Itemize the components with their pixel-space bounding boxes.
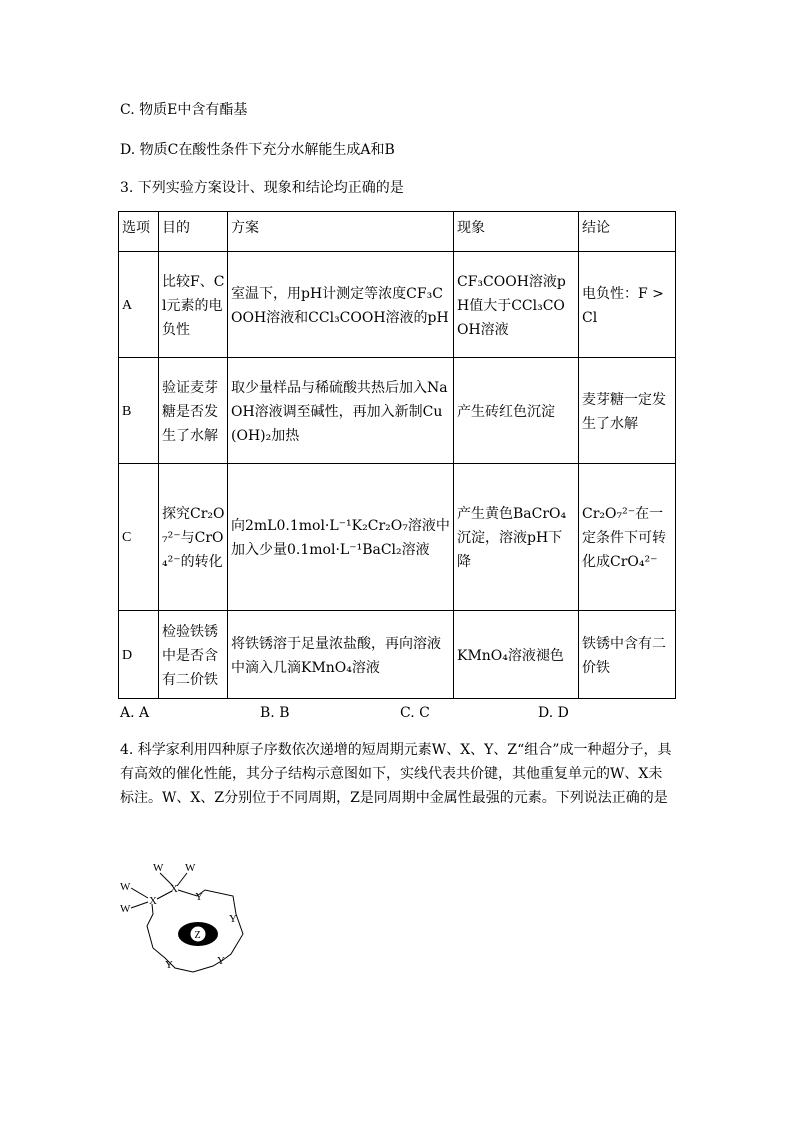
label-y: Y (195, 891, 203, 903)
experiment-table (118, 211, 676, 699)
row-option: D (119, 611, 159, 699)
label-y: Y (229, 913, 237, 925)
header-conclusion: 结论 (579, 212, 676, 252)
table-header-row (119, 212, 676, 252)
answer-a[interactable]: A. A (120, 705, 150, 721)
label-w: W (185, 862, 196, 874)
row-option: C (119, 464, 159, 611)
label-y: Y (165, 959, 173, 971)
label-x: X (170, 883, 178, 895)
row-conclusion: 电负性：F > Cl (579, 252, 676, 358)
table-row (119, 464, 676, 611)
header-purpose: 目的 (159, 212, 228, 252)
question-4-stem: 4. 科学家利用四种原子序数依次递增的短周期元素W、X、Y、Z“组合”成一种超分子，具有高效的催化性能，其分子结构示意图如下，实线代表共价键，其他重复单元的W、X未标注。W、X、Z分别位于不同周期，Z是同周期中金属性最强的元素。下列说法正确的是 (120, 742, 672, 806)
answer-d[interactable]: D. D (538, 705, 569, 721)
row-phenomenon: 产生砖红色沉淀 (454, 358, 579, 464)
label-z: Z (194, 930, 201, 941)
row-purpose: 验证麦芽糖是否发生了水解 (159, 358, 228, 464)
row-phenomenon: KMnO₄溶液褪色 (454, 611, 579, 699)
header-plan: 方案 (228, 212, 454, 252)
row-option: A (119, 252, 159, 358)
answer-b[interactable]: B. B (260, 705, 290, 721)
row-phenomenon: CF₃COOH溶液pH值大于CCl₃COOH溶液 (454, 252, 579, 358)
header-phenomenon: 现象 (454, 212, 579, 252)
row-conclusion: 麦芽糖一定发生了水解 (579, 358, 676, 464)
question-3-stem: 3. 下列实验方案设计、现象和结论均正确的是 (120, 180, 404, 196)
row-purpose: 比较F、Cl元素的电负性 (159, 252, 228, 358)
option-c-prev: C. 物质E中含有酯基 (120, 102, 248, 118)
row-conclusion: Cr₂O₇²⁻在一定条件下可转化成CrO₄²⁻ (579, 464, 676, 611)
row-plan: 将铁锈溶于足量浓盐酸，再向溶液中滴入几滴KMnO₄溶液 (228, 611, 454, 699)
row-plan: 取少量样品与稀硫酸共热后加入NaOH溶液调至碱性，再加入新制Cu(OH)₂加热 (228, 358, 454, 464)
header-option: 选项 (119, 212, 159, 252)
row-plan: 室温下，用pH计测定等浓度CF₃COOH溶液和CCl₃COOH溶液的pH (228, 252, 454, 358)
label-y: Y (217, 955, 225, 967)
answer-c[interactable]: C. C (400, 705, 430, 721)
supramolecule-structure-diagram (115, 856, 255, 981)
label-w: W (120, 903, 131, 915)
table-row (119, 358, 676, 464)
row-purpose: 探究Cr₂O₇²⁻与CrO₄²⁻的转化 (159, 464, 228, 611)
option-d-prev: D. 物质C在酸性条件下充分水解能生成A和B (120, 142, 395, 158)
label-w: W (153, 862, 164, 874)
row-conclusion: 铁锈中含有二价铁 (579, 611, 676, 699)
row-option: B (119, 358, 159, 464)
row-phenomenon: 产生黄色BaCrO₄沉淀，溶液pH下降 (454, 464, 579, 611)
row-plan: 向2mL0.1mol·L⁻¹K₂Cr₂O₇溶液中加入少量0.1mol·L⁻¹BaCl₂溶液 (228, 464, 454, 611)
table-row (119, 611, 676, 699)
label-w: W (120, 881, 131, 893)
table-row (119, 252, 676, 358)
label-x: X (149, 895, 157, 907)
row-purpose: 检验铁锈中是否含有二价铁 (159, 611, 228, 699)
